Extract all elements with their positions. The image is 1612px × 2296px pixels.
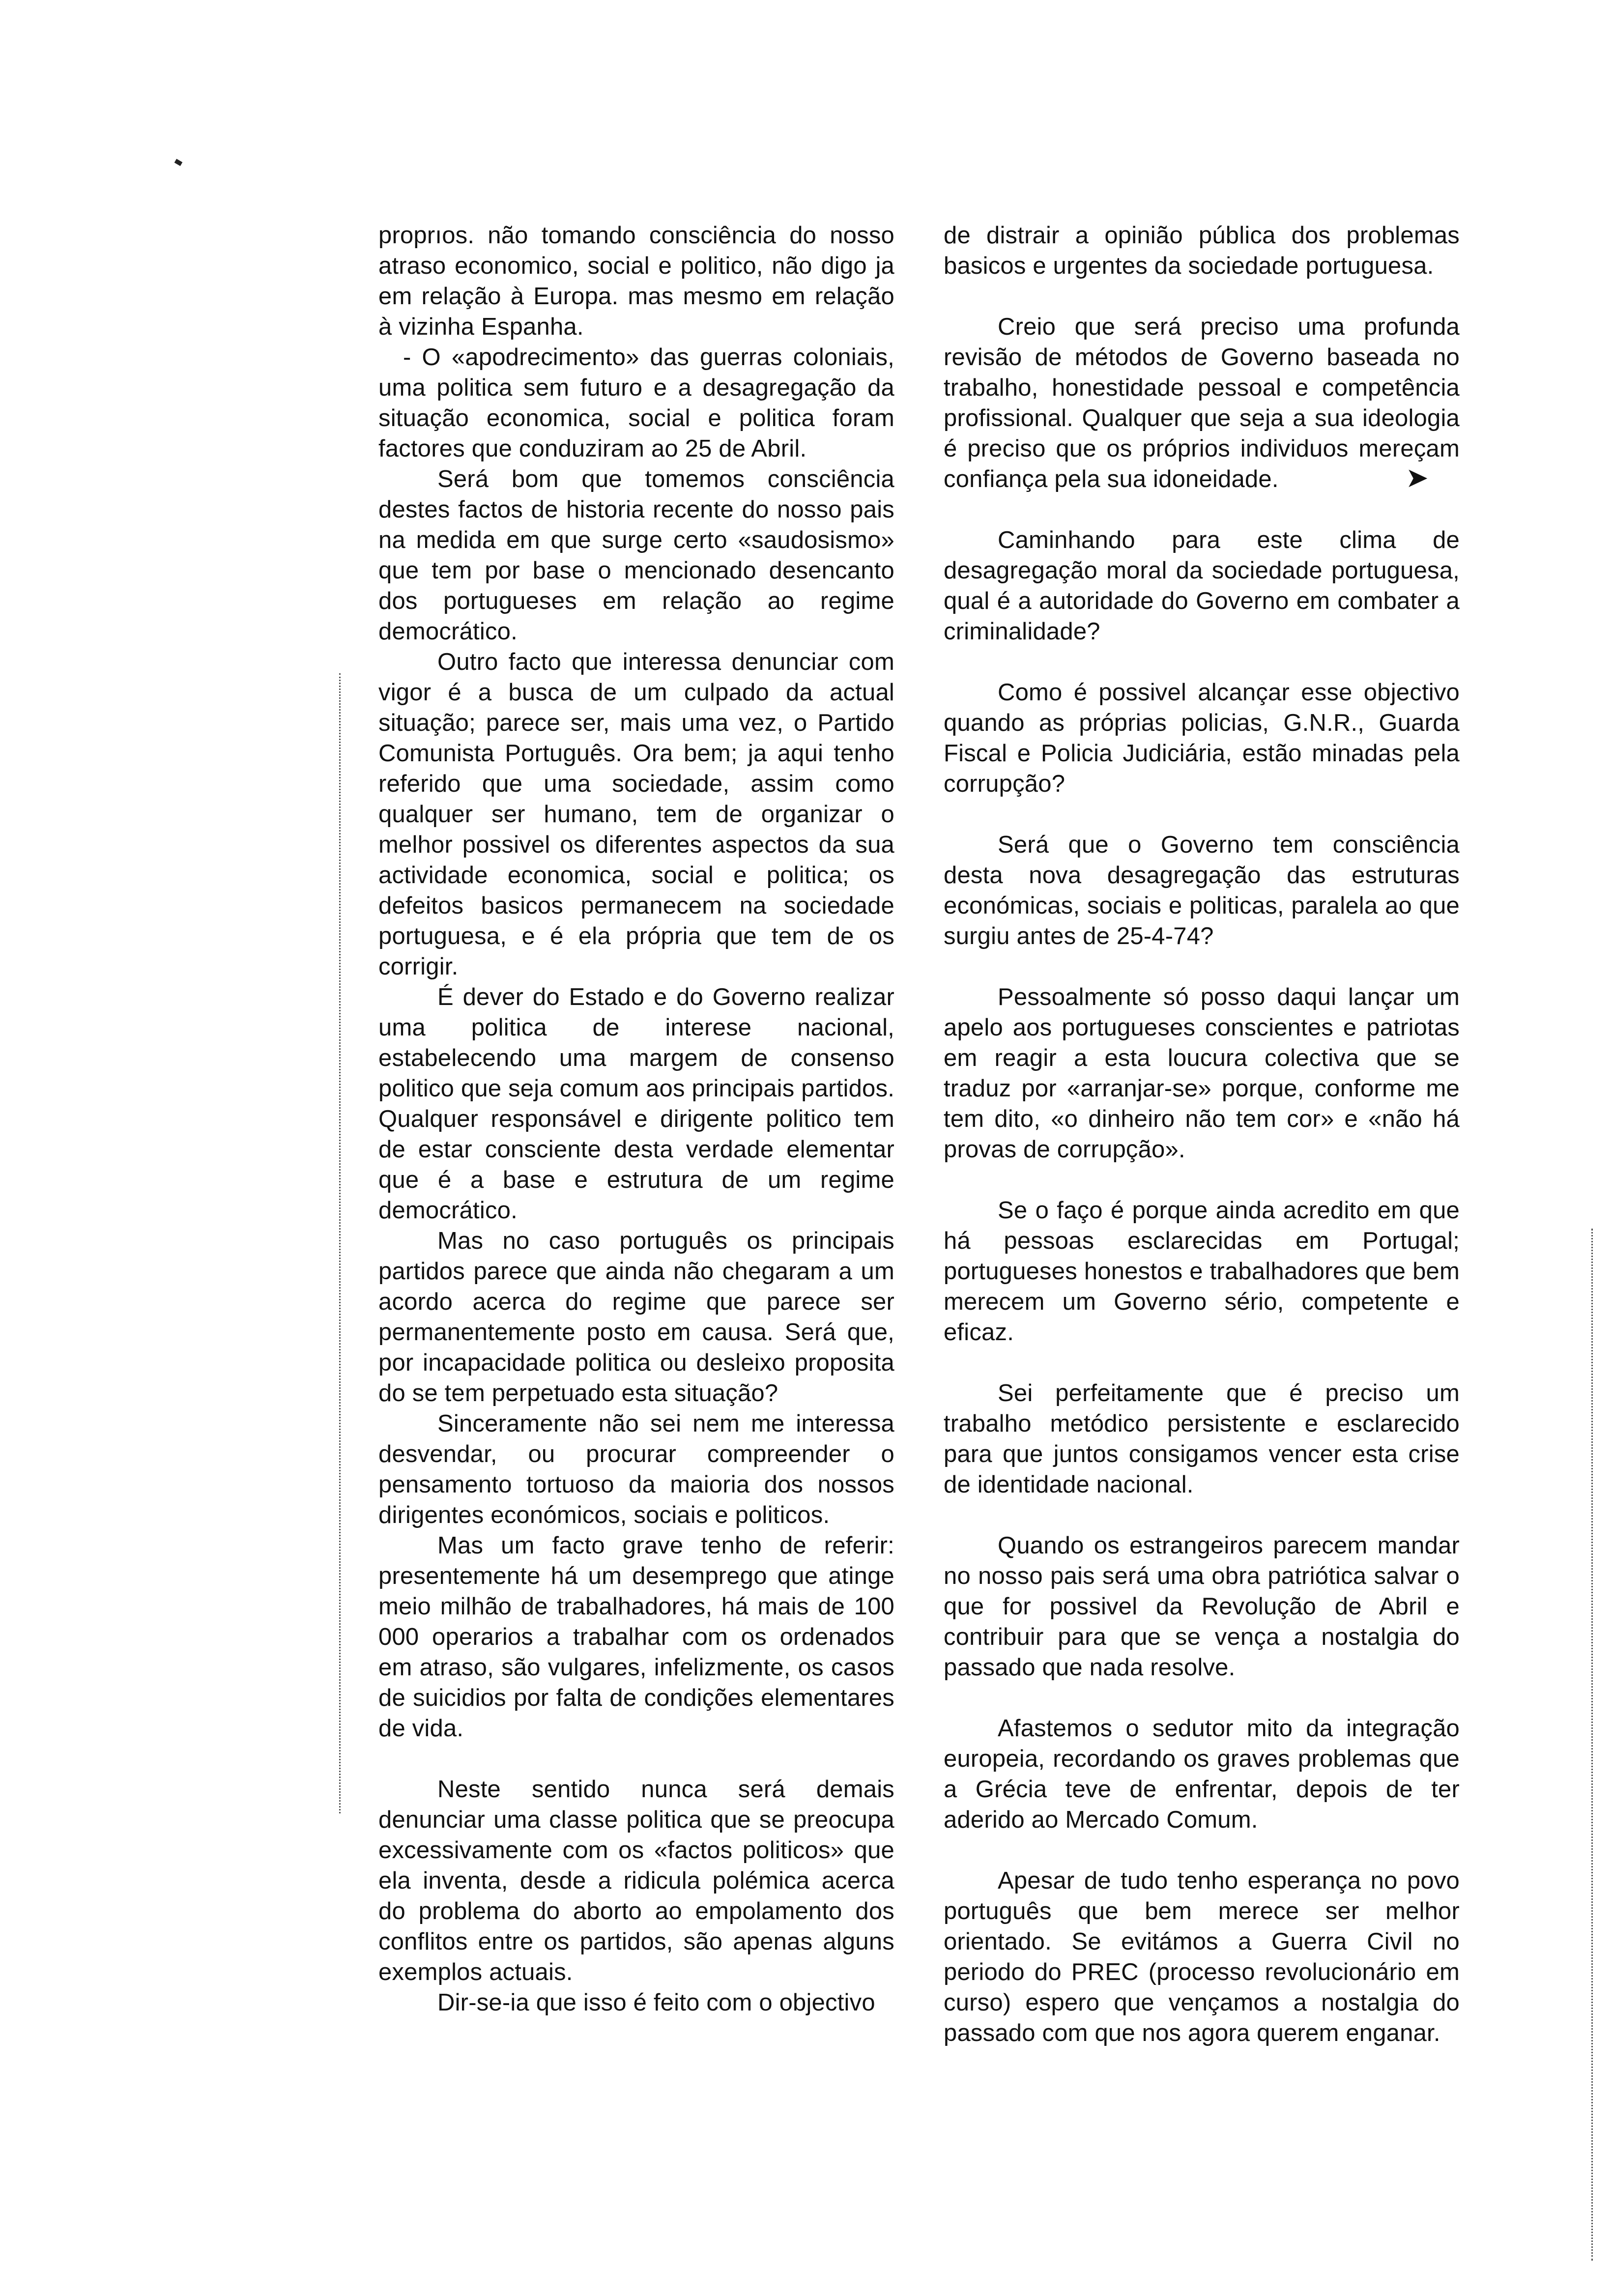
paragraph: proprıos. não tomando consciência do nosso atraso economico, social e politico, não digo ja em relação à Europa. mas mesmo em relação à vizinha Espanha. <box>378 222 894 340</box>
paragraph: Sinceramente não sei nem me interessa desvendar, ou procurar compreender o pensamento tortuoso da maioria dos nossos dirigentes económicos, sociais e politicos. <box>378 1410 894 1528</box>
paragraph: É dever do Estado e do Governo realizar uma politica de interese nacional, estabelecendo uma margem de consenso politico que seja comum aos principais partidos. Qualquer responsável e dirigente politico tem de estar consciente desta verdade elementar que é a base e estrutura de um regime democrático. <box>378 984 895 1224</box>
left-column <box>378 220 894 2018</box>
right-column <box>944 220 1460 2079</box>
paragraph: Creio que será preciso uma profunda revisão de métodos de Governo baseada no trabalho, honestidade pessoal e competência profissional. Qualquer que seja a sua ideologia é preciso que os próprios individuos mereçam confiança pela sua idoneidade. <box>944 314 1460 492</box>
paragraph: Neste sentido nunca será demais denunciar uma classe politica que se preocupa excessivamente com os «factos politicos» que ela inventa, desde a ridicula polémica acerca do problema do aborto ao empolamento dos conflitos entre os partidos, são apenas alguns exemplos actuais. <box>378 1776 894 1985</box>
handwritten-mark: ➤ <box>1406 462 1429 494</box>
paragraph: Pessoalmente só posso daqui lançar um apelo aos portugueses conscientes e patriotas em reagir a esta loucura colectiva que se traduz por «arranjar-se» porque, conforme me tem dito, «o dinheiro não tem cor» e «não há provas de corrupção». <box>944 984 1460 1163</box>
paragraph: Quando os estrangeiros parecem mandar no nosso pais será uma obra patriótica salvar o que for possivel da Revolução de Abril e contribuir para que se vença a nostalgia do passado que nada resolve. <box>944 1532 1460 1681</box>
paragraph: Mas um facto grave tenho de referir: presentemente há um desemprego que atinge meio milhão de trabalhadores, há mais de 100 000 operarios a trabalhar com os ordenados em atraso, são vulgares, infelizmente, os casos de suicidios por falta de condições elementares de vida. <box>378 1532 894 1742</box>
margin-scan-line <box>1591 1229 1593 2261</box>
margin-scan-line <box>339 673 341 1813</box>
paragraph: Apesar de tudo tenho esperança no povo português que bem merece ser melhor orientado. Se evitámos a Guerra Civil no periodo do PREC (processo revolucionário em curso) espero que vençamos a nostalgia do passado com que nos agora querem enganar. <box>944 1867 1460 2046</box>
paragraph: Caminhando para este clima de desagregação moral da sociedade portuguesa, qual é a autoridade do Governo em combater a criminalidade? <box>944 527 1460 645</box>
paragraph: Será bom que tomemos consciência destes factos de historia recente do nosso pais na medida em que surge certo «saudosismo» que tem por base o mencionado desencanto dos portugueses em relação ao regime democrático. <box>378 466 894 645</box>
paragraph: Se o faço é porque ainda acredito em que há pessoas esclarecidas em Portugal; portugueses honestos e trabalhadores que bem merecem um Governo sério, competente e eficaz. <box>944 1197 1460 1346</box>
ink-speck <box>174 159 183 166</box>
paragraph: Mas no caso português os principais partidos parece que ainda não chegaram a um acordo acerca do regime que parece ser permanentemente posto em causa. Será que, por incapacidade politica ou desleixo proposita do se tem perpetuado esta situação? <box>378 1228 894 1406</box>
paragraph: Outro facto que interessa denunciar com vigor é a busca de um culpado da actual situação; parece ser, mais uma vez, o Partido Comunista Português. Ora bem; ja aqui tenho referido que uma sociedade, assim como qualquer ser humano, tem de organizar o melhor possivel os diferentes aspectos da sua actividade economica, social e politica; os defeitos basicos permanecem na sociedade portuguesa, e é ela própria que tem de os corrigir. <box>378 649 894 980</box>
paragraph: Dir-se-ia que isso é feito com o objectivo <box>437 1989 875 2016</box>
paragraph: - O «apodrecimento» das guerras coloniais, uma politica sem futuro e a desagregação da situação economica, social e politica foram factores que conduziram ao 25 de Abril. <box>378 344 894 462</box>
paragraph: Sei perfeitamente que é preciso um trabalho metódico persistente e esclarecido para que juntos consigamos vencer esta crise de identidade nacional. <box>944 1380 1460 1498</box>
paragraph: Afastemos o sedutor mito da integração europeia, recordando os graves problemas que a Grécia teve de enfrentar, depois de ter aderido ao Mercado Comum. <box>944 1715 1460 1833</box>
paragraph: Será que o Governo tem consciência desta nova desagregação das estruturas económicas, sociais e politicas, paralela ao que surgiu antes de 25-4-74? <box>944 832 1460 949</box>
paragraph: de distrair a opinião pública dos problemas basicos e urgentes da sociedade portuguesa. <box>944 222 1460 279</box>
paragraph: Como é possivel alcançar esse objectivo quando as próprias policias, G.N.R., Guarda Fiscal e Policia Judiciária, estão minadas pela corrupção? <box>944 679 1460 797</box>
